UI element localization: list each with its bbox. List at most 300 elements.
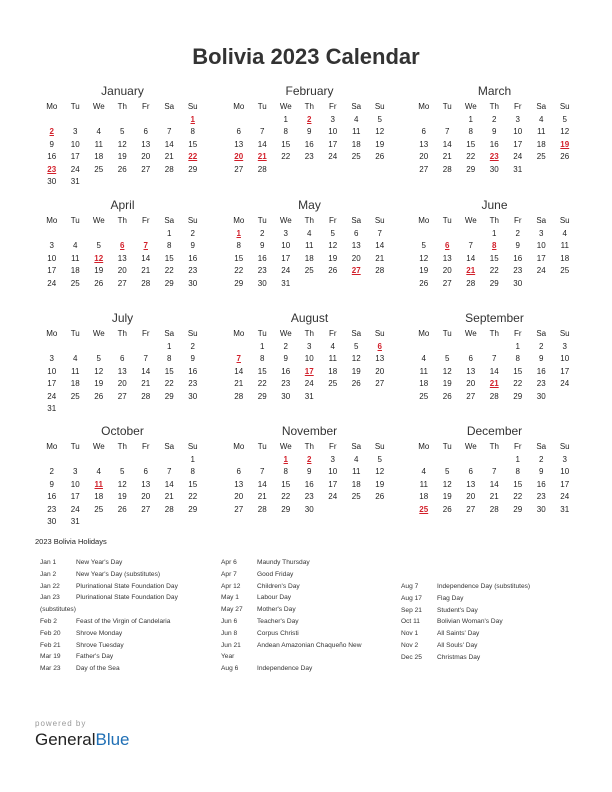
weekday-header: Fr xyxy=(513,442,522,451)
day: 10 xyxy=(47,253,57,263)
weekday-header: Su xyxy=(559,329,570,338)
day: 10 xyxy=(70,479,80,489)
day: 18 xyxy=(351,139,361,149)
day: 10 xyxy=(47,366,57,376)
day: 9 xyxy=(307,467,312,476)
day: 10 xyxy=(513,127,523,136)
weekday-header: Mo xyxy=(418,442,430,451)
month-name: January xyxy=(101,84,144,98)
day: 4 xyxy=(421,354,426,363)
day: 5 xyxy=(120,127,125,136)
day: 13 xyxy=(375,354,385,363)
day: 5 xyxy=(377,454,382,464)
day: 2 xyxy=(539,341,544,351)
holiday-day: 8 xyxy=(492,241,497,250)
day: 27 xyxy=(466,504,476,514)
holiday-entry xyxy=(40,604,220,616)
day: 29 xyxy=(164,278,174,288)
day: 16 xyxy=(188,253,198,263)
holiday-name: Teacher's Day xyxy=(257,617,299,625)
holiday-date: Feb 2 xyxy=(40,617,57,625)
day: 17 xyxy=(560,479,570,489)
day: 30 xyxy=(513,278,523,288)
holiday-date: Mar 19 xyxy=(40,653,61,661)
day: 24 xyxy=(304,379,314,388)
weekday-header: Tu xyxy=(70,442,80,451)
day: 18 xyxy=(70,379,80,388)
day: 16 xyxy=(257,253,267,263)
holiday-day: 22 xyxy=(188,152,198,161)
day: 17 xyxy=(47,379,57,388)
day: 14 xyxy=(466,253,476,263)
day: 31 xyxy=(513,164,523,174)
day: 25 xyxy=(94,164,104,174)
day: 13 xyxy=(141,479,151,489)
day: 27 xyxy=(442,278,452,288)
day: 11 xyxy=(328,354,337,363)
holiday-day: 23 xyxy=(47,164,57,174)
holiday-name: Children's Day xyxy=(257,582,300,590)
weekday-header: Mo xyxy=(46,102,58,111)
day: 1 xyxy=(283,114,288,124)
empty-cell xyxy=(40,114,64,127)
holidays-title: 2023 Bolivia Holidays xyxy=(35,537,107,546)
weekday-header: Fr xyxy=(141,216,150,225)
day: 18 xyxy=(560,253,570,263)
holiday-name: Mother's Day xyxy=(257,606,296,614)
empty-cell xyxy=(412,228,436,241)
holiday-day: 1 xyxy=(236,228,241,238)
day: 16 xyxy=(47,152,57,161)
day: 23 xyxy=(536,492,546,501)
day: 23 xyxy=(257,266,267,275)
day: 4 xyxy=(562,228,567,238)
day: 1 xyxy=(190,454,195,464)
holiday-name: Maundy Thursday xyxy=(257,559,310,566)
weekday-header: Th xyxy=(117,329,127,338)
weekday-header: Th xyxy=(304,442,314,451)
day: 6 xyxy=(143,127,148,136)
day: 2 xyxy=(49,467,54,476)
day: 5 xyxy=(330,228,335,238)
day: 12 xyxy=(117,139,127,149)
holiday-entry xyxy=(401,652,581,664)
day: 9 xyxy=(190,241,195,250)
day: 8 xyxy=(190,467,195,476)
day: 6 xyxy=(354,228,359,238)
day: 30 xyxy=(47,517,57,526)
holiday-entry xyxy=(221,640,401,652)
day: 13 xyxy=(442,253,452,263)
day: 10 xyxy=(328,127,338,136)
weekday-header: Th xyxy=(304,102,314,111)
empty-cell xyxy=(111,228,135,241)
holiday-day: 2 xyxy=(307,454,312,464)
day: 1 xyxy=(515,454,520,464)
day: 26 xyxy=(94,278,104,288)
day: 17 xyxy=(536,253,546,263)
day: 8 xyxy=(515,467,520,476)
day: 6 xyxy=(120,354,125,363)
month-december xyxy=(412,423,577,516)
day: 20 xyxy=(419,152,429,161)
day: 26 xyxy=(117,164,127,174)
holiday-day: 21 xyxy=(466,266,476,275)
day: 4 xyxy=(96,467,101,476)
holiday-day: 17 xyxy=(304,366,314,376)
empty-cell xyxy=(436,341,460,354)
weekday-header: Su xyxy=(374,102,385,111)
weekday-header: Th xyxy=(489,216,499,225)
weekday-header: Sa xyxy=(536,102,547,111)
day: 26 xyxy=(117,504,127,514)
brand-blue: Blue xyxy=(95,730,130,749)
day: 20 xyxy=(117,379,127,388)
day: 12 xyxy=(94,366,104,376)
holiday-name: Day of the Sea xyxy=(76,665,120,673)
weekday-header: Tu xyxy=(442,102,452,111)
weekday-header: Th xyxy=(117,216,127,225)
day: 15 xyxy=(466,139,476,149)
day: 6 xyxy=(468,467,473,476)
weekday-header: Su xyxy=(187,442,198,451)
holiday-name: Independence Day (substitutes) xyxy=(437,583,531,590)
day: 22 xyxy=(513,379,523,388)
day: 19 xyxy=(328,253,338,263)
weekday-header: Sa xyxy=(536,442,547,451)
weekday-header: Sa xyxy=(536,216,547,225)
holiday-day: 1 xyxy=(283,454,288,464)
day: 14 xyxy=(164,139,174,149)
day: 14 xyxy=(489,479,499,489)
holiday-name-continued: Year xyxy=(221,653,235,661)
day: 15 xyxy=(513,479,523,489)
day: 18 xyxy=(70,266,80,275)
weekday-header: Su xyxy=(187,216,198,225)
day: 17 xyxy=(47,266,57,275)
day: 25 xyxy=(351,492,361,501)
weekday-header: Fr xyxy=(513,102,522,111)
weekday-header: We xyxy=(92,329,105,338)
day: 17 xyxy=(70,492,80,501)
holiday-entry xyxy=(221,569,401,581)
weekday-header: Tu xyxy=(442,442,452,451)
holiday-date: Jan 22 xyxy=(40,582,60,590)
day: 11 xyxy=(419,366,428,376)
holiday-entry xyxy=(40,663,220,675)
holiday-entry xyxy=(401,616,581,628)
day: 26 xyxy=(375,152,385,161)
holiday-entry xyxy=(221,592,401,604)
day: 21 xyxy=(234,379,244,388)
month-october xyxy=(40,423,205,529)
day: 11 xyxy=(305,241,314,250)
day: 8 xyxy=(468,127,473,136)
empty-cell xyxy=(436,114,460,127)
month-name: August xyxy=(290,311,329,325)
day: 1 xyxy=(515,341,520,351)
day: 28 xyxy=(489,504,499,514)
day: 25 xyxy=(70,278,80,288)
day: 22 xyxy=(164,266,174,275)
day: 27 xyxy=(466,391,476,401)
day: 5 xyxy=(562,114,567,124)
day: 30 xyxy=(188,391,198,401)
holiday-name: Shrove Tuesday xyxy=(76,641,124,649)
day: 14 xyxy=(489,366,499,376)
day: 27 xyxy=(117,278,127,288)
day: 12 xyxy=(328,241,338,250)
weekday-header: We xyxy=(464,329,477,338)
day: 4 xyxy=(354,454,359,464)
holiday-date: Jun 8 xyxy=(221,629,238,637)
day: 19 xyxy=(442,492,452,501)
weekday-header: Su xyxy=(559,216,570,225)
day: 30 xyxy=(489,164,499,174)
day: 21 xyxy=(141,379,151,388)
day: 3 xyxy=(330,114,335,124)
day: 4 xyxy=(96,127,101,136)
empty-cell xyxy=(251,114,275,127)
month-days-grid xyxy=(227,101,392,176)
day: 16 xyxy=(304,479,314,489)
day: 5 xyxy=(96,241,101,250)
holiday-date: Jun 21 xyxy=(221,641,241,649)
weekday-header: Tu xyxy=(70,216,80,225)
day: 15 xyxy=(164,366,174,376)
day: 9 xyxy=(539,467,544,476)
holiday-day: 2 xyxy=(307,114,312,124)
day: 2 xyxy=(515,228,520,238)
month-may xyxy=(227,197,392,290)
month-february xyxy=(227,83,392,176)
day: 8 xyxy=(515,354,520,363)
day: 30 xyxy=(536,504,546,514)
holiday-date: Apr 12 xyxy=(221,582,241,590)
weekday-header: Sa xyxy=(164,216,175,225)
weekday-header: Sa xyxy=(536,329,547,338)
empty-cell xyxy=(412,454,436,467)
day: 15 xyxy=(513,366,523,376)
day: 28 xyxy=(442,164,452,174)
day: 25 xyxy=(304,266,314,275)
empty-cell xyxy=(87,454,111,467)
weekday-header: Mo xyxy=(46,216,58,225)
empty-cell xyxy=(134,454,158,467)
day: 2 xyxy=(190,341,195,351)
day: 13 xyxy=(234,479,244,489)
day: 17 xyxy=(281,253,291,263)
day: 1 xyxy=(260,341,265,351)
holiday-name: Bolivian Woman's Day xyxy=(437,618,503,626)
day: 24 xyxy=(328,152,338,161)
day: 14 xyxy=(141,366,151,376)
day: 22 xyxy=(257,379,267,388)
holiday-day: 25 xyxy=(419,504,429,514)
day: 25 xyxy=(351,152,361,161)
day: 17 xyxy=(513,139,523,149)
day: 3 xyxy=(539,228,544,238)
day: 22 xyxy=(513,492,523,501)
weekday-header: Sa xyxy=(164,329,175,338)
weekday-header: We xyxy=(279,102,292,111)
day: 23 xyxy=(188,379,198,388)
weekday-header: Th xyxy=(489,442,499,451)
holiday-entry xyxy=(401,628,581,640)
day: 25 xyxy=(70,391,80,401)
day: 20 xyxy=(351,253,361,263)
empty-cell xyxy=(64,228,88,241)
day: 14 xyxy=(257,479,267,489)
holiday-date: Jan 2 xyxy=(40,570,57,578)
holiday-day: 6 xyxy=(377,341,382,351)
day: 7 xyxy=(143,354,148,363)
day: 2 xyxy=(492,114,497,124)
day: 29 xyxy=(513,504,523,514)
holiday-name: Flag Day xyxy=(437,594,464,602)
day: 4 xyxy=(307,228,312,238)
day: 24 xyxy=(513,152,523,161)
weekday-header: Mo xyxy=(233,102,245,111)
month-name: April xyxy=(110,198,135,212)
empty-cell xyxy=(111,341,135,354)
weekday-header: Su xyxy=(559,102,570,111)
day: 21 xyxy=(164,492,174,501)
day: 12 xyxy=(117,479,127,489)
weekday-header: Fr xyxy=(328,329,337,338)
day: 15 xyxy=(489,253,499,263)
day: 20 xyxy=(375,366,385,376)
holiday-name: New Year's Day (substitutes) xyxy=(76,570,161,578)
holiday-name: Labour Day xyxy=(257,594,292,602)
day: 10 xyxy=(328,467,338,476)
day: 24 xyxy=(70,504,80,514)
day: 2 xyxy=(190,228,195,238)
day: 9 xyxy=(283,354,288,363)
weekday-header: Mo xyxy=(233,216,245,225)
day: 12 xyxy=(375,467,385,476)
day: 8 xyxy=(167,354,172,363)
holiday-date: Jan 1 xyxy=(40,559,57,566)
day: 26 xyxy=(94,391,104,401)
day: 4 xyxy=(421,467,426,476)
weekday-header: We xyxy=(279,442,292,451)
day: 2 xyxy=(283,341,288,351)
empty-cell xyxy=(436,454,460,467)
weekday-header: Tu xyxy=(70,329,80,338)
brand-general: General xyxy=(35,730,96,749)
day: 19 xyxy=(117,492,127,501)
month-name: December xyxy=(466,424,523,438)
month-name: June xyxy=(481,198,508,212)
holiday-date: Feb 20 xyxy=(40,629,61,637)
empty-cell xyxy=(483,454,507,467)
holiday-name: All Saints' Day xyxy=(437,630,480,638)
day: 11 xyxy=(419,479,428,489)
day: 28 xyxy=(375,266,385,275)
day: 8 xyxy=(283,467,288,476)
day: 26 xyxy=(442,504,452,514)
day: 4 xyxy=(330,341,335,351)
month-name: November xyxy=(281,424,338,438)
day: 15 xyxy=(281,479,291,489)
day: 27 xyxy=(234,504,244,514)
day: 28 xyxy=(466,278,476,288)
weekday-header: Th xyxy=(304,216,314,225)
day: 24 xyxy=(281,266,291,275)
weekday-header: Tu xyxy=(257,216,267,225)
day: 25 xyxy=(328,379,338,388)
day: 10 xyxy=(560,467,570,476)
day: 25 xyxy=(94,504,104,514)
day: 28 xyxy=(489,391,499,401)
holiday-date: Mar 23 xyxy=(40,665,61,673)
day: 10 xyxy=(70,139,80,149)
day: 8 xyxy=(190,127,195,136)
day: 18 xyxy=(351,479,361,489)
day: 24 xyxy=(70,164,80,174)
generalblue-logo[interactable] xyxy=(35,730,130,750)
holiday-date: Apr 7 xyxy=(221,570,237,578)
day: 5 xyxy=(445,354,450,363)
day: 13 xyxy=(419,139,429,149)
day: 22 xyxy=(234,266,244,275)
day: 14 xyxy=(375,241,385,250)
holiday-name: All Souls' Day xyxy=(437,641,478,649)
day: 28 xyxy=(164,164,174,174)
day: 28 xyxy=(141,391,151,401)
day: 28 xyxy=(257,164,267,174)
day: 31 xyxy=(560,504,570,514)
day: 9 xyxy=(307,127,312,136)
holiday-entry xyxy=(40,569,220,581)
empty-cell xyxy=(459,454,483,467)
day: 9 xyxy=(190,354,195,363)
day: 19 xyxy=(442,379,452,388)
holiday-date: Oct 11 xyxy=(401,618,420,626)
month-days-grid xyxy=(412,328,577,403)
day: 19 xyxy=(419,266,429,275)
weekday-header: Th xyxy=(117,102,127,111)
powered-by-text: powered by xyxy=(35,719,87,728)
day: 21 xyxy=(375,253,385,263)
day: 27 xyxy=(141,164,151,174)
holiday-date: May 1 xyxy=(221,594,239,602)
empty-cell xyxy=(87,228,111,241)
holiday-day: 7 xyxy=(143,241,148,250)
weekday-header: Fr xyxy=(141,442,150,451)
day: 16 xyxy=(536,479,546,489)
day: 3 xyxy=(73,467,78,476)
holiday-date: Nov 2 xyxy=(401,641,419,649)
holiday-name-continued: (substitutes) xyxy=(40,606,76,614)
day: 3 xyxy=(73,127,78,136)
day: 10 xyxy=(281,241,291,250)
month-days-grid xyxy=(227,215,392,290)
holiday-day: 23 xyxy=(489,152,499,161)
holiday-name: Shrove Monday xyxy=(76,629,123,637)
day: 12 xyxy=(375,127,385,136)
month-name: February xyxy=(285,84,334,98)
day: 23 xyxy=(304,152,314,161)
holiday-day: 6 xyxy=(445,241,450,250)
day: 11 xyxy=(537,127,546,136)
day: 7 xyxy=(167,127,172,136)
day: 25 xyxy=(560,266,570,275)
day: 7 xyxy=(492,354,497,363)
weekday-header: Mo xyxy=(418,102,430,111)
weekday-header: Mo xyxy=(46,329,58,338)
